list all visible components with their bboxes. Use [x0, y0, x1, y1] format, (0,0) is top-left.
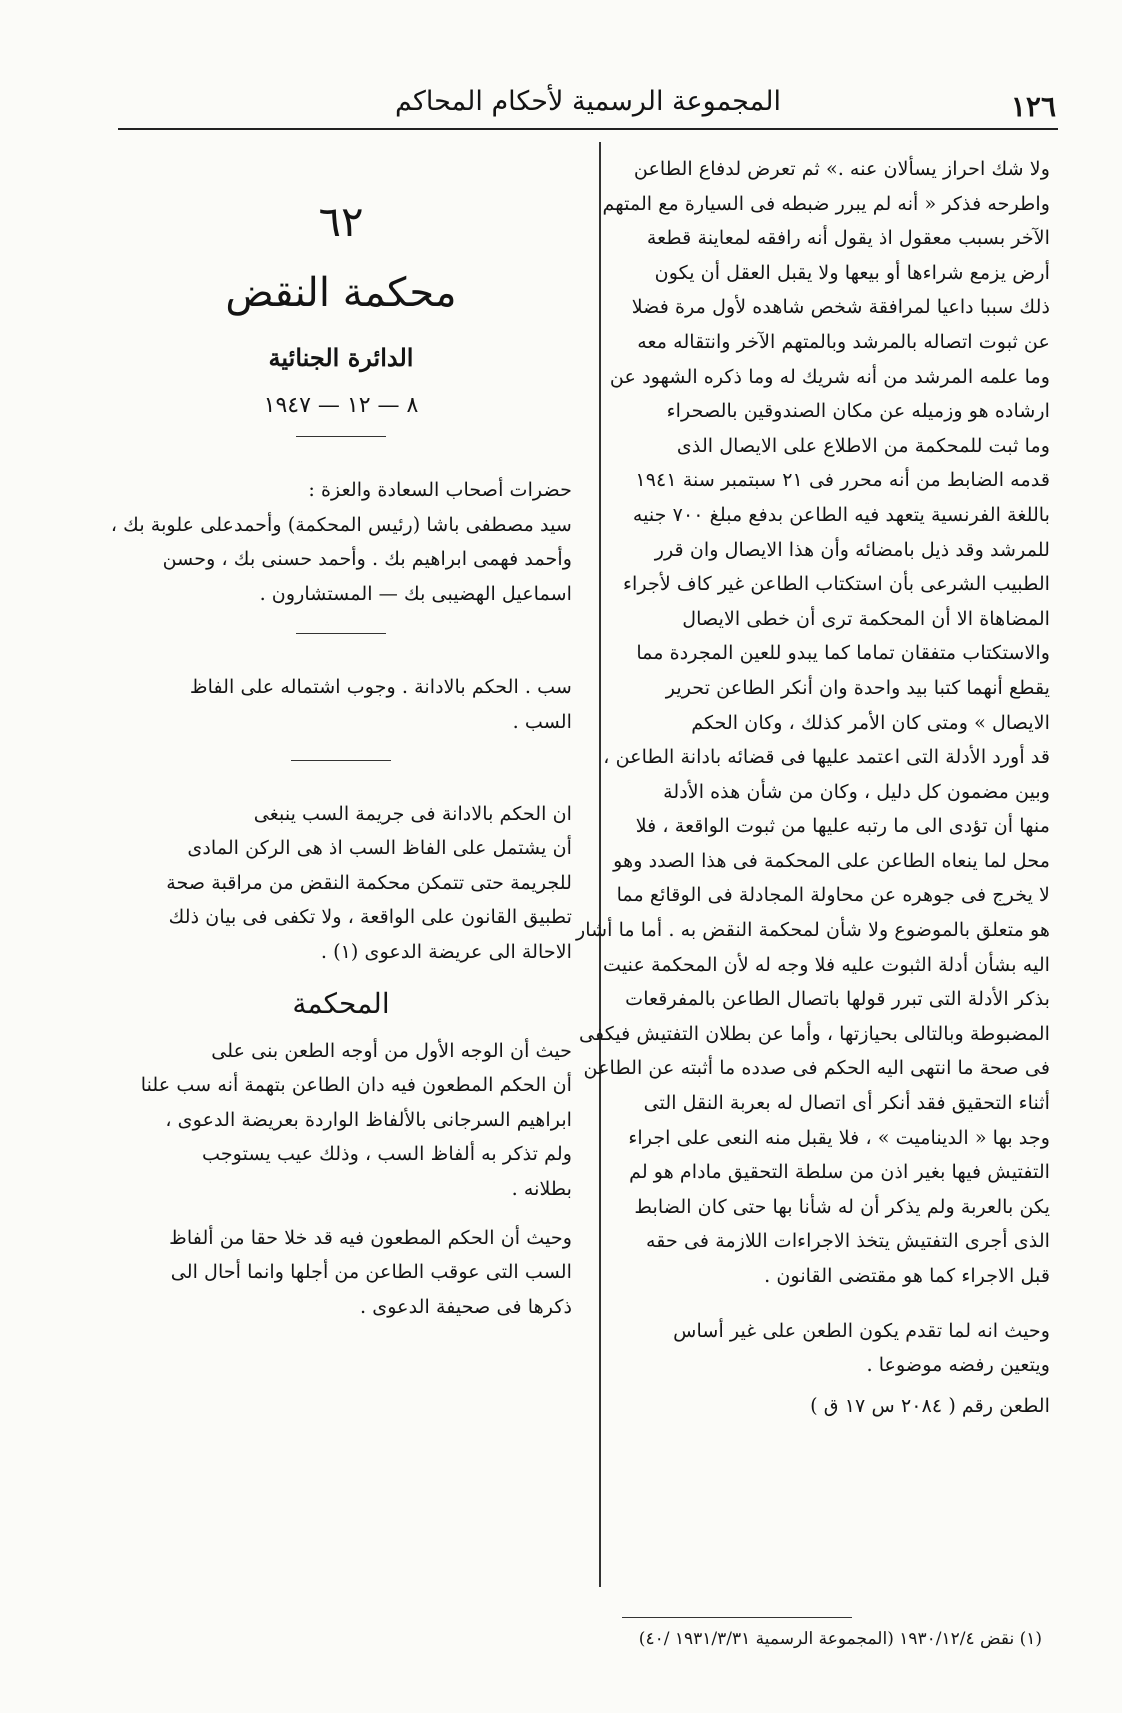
text-line: هو متعلق بالموضوع ولا شأن لمحكمة النقض به . أما ما أشار	[575, 918, 1050, 942]
principle-line: تطبيق القانون على الواقعة ، ولا تكفى فى بيان ذلك	[168, 905, 572, 929]
text-line: ذلك سببا داعيا لمرافقة شخص شاهده لأول مرة فضلا	[631, 295, 1050, 319]
text-line: الآخر بسبب معقول اذ يقول أنه رافقه لمعاينة قطعة	[646, 226, 1050, 250]
text-line: وجد بها « الديناميت » ، فلا يقبل منه النعى على اجراء	[628, 1125, 1050, 1149]
page-number: ١٢٦	[1010, 90, 1056, 123]
text-line: عن ثبوت اتصاله بالمرشد وبالمتهم الآخر وانتقاله معه	[637, 329, 1050, 353]
principle-line: الاحالة الى عريضة الدعوى (١) .	[320, 939, 572, 963]
summary-line: السب .	[512, 709, 572, 733]
text-line: ابراهيم السرجانى بالألفاظ الواردة بعريضة الدعوى ،	[165, 1107, 572, 1131]
text-line: ولم تذكر به ألفاظ السب ، وذلك عيب يستوجب	[201, 1142, 572, 1166]
legal-principle	[110, 797, 572, 970]
page-header	[118, 86, 1058, 130]
bench-line: اسماعيل الهضيبى بك — المستشارون .	[259, 581, 572, 605]
text-line: وبين مضمون كل دليل ، وكان من شأن هذه الأدلة	[663, 779, 1050, 803]
court-name: محكمة النقض	[225, 270, 457, 316]
text-line: بذكر الأدلة التى تبرر قولها باتصال الطاعن بالمفرقعات	[625, 987, 1050, 1011]
text-line: ويتعين رفضه موضوعا .	[866, 1353, 1050, 1377]
text-line: أرض يزمع شراءها أو بيعها ولا يقبل العقل أن يكون	[654, 260, 1050, 284]
court-heading: المحكمة	[292, 986, 390, 1020]
text-line: وما ثبت للمحكمة من الاطلاع على الايصال الذى	[676, 433, 1050, 457]
text-line: باللغة الفرنسية يتعهد فيه الطاعن بدفع مبلغ ٧٠٠ جنيه	[632, 502, 1050, 526]
principle-line: ان الحكم بالادانة فى جريمة السب ينبغى	[253, 801, 572, 825]
text-line: للمرشد وقد ذيل بامضائه وأن هذا الايصال وان قرر	[654, 537, 1050, 561]
text-line: لا يخرج فى جوهره عن محاولة المجادلة فى الوقائع مما	[616, 883, 1050, 907]
text-line: المضاهاة الا أن المحكمة ترى أن خطى الايصال	[682, 606, 1050, 630]
text-line: فى صحة ما انتهى اليه الحكم فى صدده ما أثبته عن الطاعن	[583, 1056, 1050, 1080]
text-line: وما علمه المرشد من أنه شريك له وما ذكره الشهود عن	[609, 364, 1050, 388]
text-line: يكن بالعربة ولم يذكر أن له شأنا بها حتى كان الضابط	[634, 1194, 1050, 1218]
chamber-name: الدائرة الجنائية	[268, 343, 414, 372]
separator	[296, 436, 386, 437]
text-line: محل لما ينعاه الطاعن على المحكمة فى هذا الصدد وهو	[613, 848, 1050, 872]
text-line: الذى أجرى التفتيش يتخذ الاجراءات اللازمة فى حقه	[645, 1229, 1050, 1253]
text-line: منها أن تؤدى الى ما رتبه عليها من ثبوت الواقعة ، فلا	[635, 814, 1050, 838]
right-column	[575, 152, 1050, 1423]
bench-list	[110, 473, 572, 611]
case-number: ٦٢	[318, 197, 364, 246]
text-line: وحيث انه لما تقدم يكون الطعن على غير أساس	[673, 1318, 1050, 1342]
reasoning-paragraph-1	[110, 1034, 572, 1207]
text-line: حيث أن الوجه الأول من أوجه الطعن بنى على	[211, 1038, 572, 1062]
judgment-date: ٨ — ١٢ — ١٩٤٧	[263, 393, 419, 418]
principle-line: للجريمة حتى تتمكن محكمة النقض من مراقبة صحة	[166, 870, 572, 894]
text-line: الطبيب الشرعى بأن استكتاب الطاعن غير كاف لأجراء	[623, 572, 1050, 596]
case-summary	[110, 670, 572, 739]
text-line: واطرحه فذكر « أنه لم يبرر ضبطه فى السيارة مع المتهم	[602, 191, 1050, 215]
text-line: ولا شك احراز يسألان عنه .» ثم تعرض لدفاع الطاعن	[633, 157, 1050, 180]
footnote-rule	[622, 1617, 852, 1618]
bench-line: وأحمد فهمى ابراهيم بك . وأحمد حسنى بك ، وحسن	[162, 547, 572, 571]
separator	[291, 760, 391, 761]
separator	[296, 633, 386, 634]
text-line: أثناء التحقيق فقد أنكر أى اتصال له بعربة النقل التى	[643, 1091, 1050, 1115]
bench-line: سيد مصطفى باشا (رئيس المحكمة) وأحمدعلى علوبة بك ،	[110, 512, 572, 536]
reasoning-paragraph-2	[110, 1221, 572, 1325]
text-line: التفتيش فيها بغير اذن من سلطة التحقيق مادام هو لم	[629, 1160, 1050, 1184]
text-line: المضبوطة وبالتالى بحيازتها ، وأما عن بطلان التفتيش فيكفى	[579, 1021, 1050, 1045]
conclusion-text	[598, 1314, 1050, 1383]
right-body-text	[575, 152, 1050, 1294]
text-line: ارشاده هو وزميله عن مكان الصندوقين بالصحراء	[666, 399, 1050, 423]
appeal-reference: الطعن رقم ( ٢٠٨٤ س ١٧ ق )	[810, 1393, 1050, 1417]
bench-line: حضرات أصحاب السعادة والعزة :	[308, 478, 572, 501]
text-line: قدمه الضابط من أنه محرر فى ٢١ سبتمبر سنة ١٩٤١	[635, 468, 1050, 492]
text-line: قبل الاجراء كما هو مقتضى القانون .	[764, 1264, 1050, 1287]
summary-line: سب . الحكم بالادانة . وجوب اشتماله على الفاظ	[189, 675, 572, 699]
left-column	[110, 152, 572, 1324]
text-line: ذكرها فى صحيفة الدعوى .	[360, 1294, 572, 1318]
text-line: والاستكتاب متفقان تماما كما يبدو للعين المجردة مما	[636, 641, 1050, 665]
footnote: (١) نقض ١٩٣٠/١٢/٤ (المجموعة الرسمية ١٩٣١/٣/٣١ /٤٠)	[638, 1629, 1042, 1649]
text-line: وحيث أن الحكم المطعون فيه قد خلا حقا من ألفاظ	[169, 1225, 572, 1249]
text-line: الايصال » ومتى كان الأمر كذلك ، وكان الحكم	[691, 710, 1050, 734]
text-line: اليه بشأن أدلة الثبوت عليه فلا وجه له لأن المحكمة عنيت	[603, 952, 1050, 976]
running-title: المجموعة الرسمية لأحكام المحاكم	[395, 86, 781, 117]
text-line: بطلانه .	[511, 1176, 572, 1200]
principle-line: أن يشتمل على الفاظ السب اذ هى الركن المادى	[187, 836, 572, 860]
text-line: السب التى عوقب الطاعن من أجلها وانما أحال الى	[170, 1260, 572, 1284]
text-line: أن الحكم المطعون فيه دان الطاعن بتهمة أنه سب علنا	[140, 1073, 572, 1097]
text-line: يقطع أنهما كتبا بيد واحدة وان أنكر الطاعن تحرير	[665, 675, 1050, 699]
text-line: قد أورد الأدلة التى اعتمد عليها فى قضائه بادانة الطاعن ،	[603, 745, 1050, 769]
